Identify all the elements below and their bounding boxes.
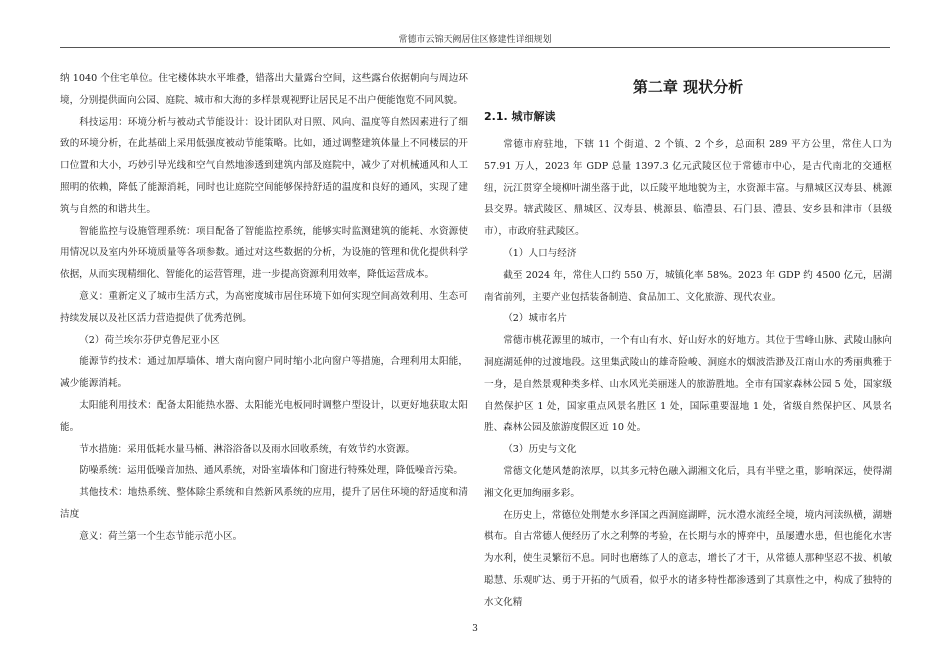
- subheading: （2）荷兰埃尔芬伊克鲁尼亚小区: [79, 334, 220, 346]
- left-column: [60, 68, 468, 548]
- body-paragraph: 科技运用：环境分析与被动式节能设计：设计团队对日照、风向、温度等自然因素进行了细致的环境分析，在此基础上采用低强度被动节能策略。比如，通过调整建筑体量上不同楼层的开 口位置和大小，巧妙引导光线和空气自然地渗透到建筑内部及庭院中，减少了对机械通风和人工照明的依赖，降低了能源消耗，同时也让庭院空间能够保持舒适的温度和良好的通风，实现了建筑与自然的和谐共生。: [60, 116, 468, 215]
- body-paragraph: 意义：重新定义了城市生活方式，为高密度城市居住环境下如何实现空间高效利用、生态可持续发展以及社区活力营造提供了优秀范例。: [60, 290, 468, 324]
- body-paragraph: 能源节约技术：通过加厚墙体、增大南向窗户同时缩小北向窗户等措施，合理利用太阳能，减少能源消耗。: [60, 356, 468, 390]
- header-rule: [60, 47, 890, 48]
- body-paragraph: 防噪系统：运用低噪音加热、通风系统，对卧室墙体和门窗进行特殊处理，降低噪音污染。: [79, 465, 463, 477]
- body-paragraph: 截至 2024 年，常住人口约 550 万，城镇化率 58%。2023 年 GDP 约 4500 亿元，居湖南省前列，主要产业包括装备制造、食品加工、文化旅游、现代农业。: [484, 269, 892, 303]
- body-paragraph: 常德市府驻地，下辖 11 个街道、2 个镇、2 个乡，总面积 289 平方公里，常住人口为 57.91 万人，2023 年 GDP 总量 1397.3 亿元武陵区位于常德市中心，是古代南北的交通枢纽，沅江贯穿全境柳叶湖坐落于此，以丘陵平地地貌为主，水资源丰富。与鼎城区汉寿县、桃源县交界。辖武陵区、鼎城区、汉寿县、桃源县、临澧县、石门县、澧县、安乡县和津市（县级市），市政府驻武陵区。: [484, 139, 892, 238]
- subheading: （1）人口与经济: [503, 247, 577, 259]
- right-column: [484, 68, 892, 614]
- section-title: 2.1. 城市解读: [484, 110, 556, 123]
- body-paragraph: 意义：荷兰第一个生态节能示范小区。: [79, 530, 243, 542]
- body-paragraph: 常德市桃花源里的城市，一个有山有水、好山好水的好地方。其位于雪峰山脉、武陵山脉向洞庭湖延伸的过渡地段。这里集武陵山的雄奇险峻、洞庭水的烟波浩渺及江南山水的秀丽典雅于一身，是自然景观种类多样、山水风光美丽迷人的旅游胜地。全市有国家森林公园 5 处，国家级自然保护区 1 处，国家重点风景名胜区 1 处，国际重要湿地 1 处，省级自然保护区、风景名胜、森林公园及旅游度假区近 10 处。: [484, 335, 892, 434]
- running-header-title: 常德市云锦天阙居住区修建性详细规划: [398, 35, 552, 45]
- body-paragraph: 常德文化楚风楚韵浓厚，以其多元特色融入湖湘文化后，具有半壁之重，影响深远，使得湖湘文化更加绚丽多彩。: [484, 465, 892, 499]
- body-paragraph: 纳 1040 个住宅单位。住宅楼体块水平堆叠，错落出大量露台空间，这些露台依据朝向与周边环境，分别提供面向公园、庭院、城市和大海的多样景观视野让居民足不出户便能饱览不同风貌。: [60, 73, 468, 106]
- body-paragraph: 太阳能利用技术：配备太阳能热水器、太阳能光电板同时调整户型设计，以更好地获取太阳能。: [60, 399, 468, 433]
- body-paragraph: 节水措施：采用低耗水量马桶、淋浴浴备以及雨水回收系统，有效节约水资源。: [79, 443, 415, 455]
- body-paragraph: 在历史上，常德位处荆楚水乡泽国之西洞庭湖畔，沅水澧水流经全境，境内河渎纵横，湖塘棋布。自古常德人便经历了水之利弊的考验，在长期与水的博弈中，虽屡遭水患，但也能化水害为水利，使生灵繁衍不息。同时也磨练了人的意志，增长了才干，从常德人那种坚忍不拔、机敏聪慧、乐观旷达、勇于开拓的气质看，似乎水的诸多特性都渗透到了其禀性之中，构成了独特的水文化精: [484, 509, 892, 608]
- page-number: 3: [472, 624, 478, 634]
- body-paragraph: 智能监控与设施管理系统：项目配备了智能监控系统，能够实时监测建筑的能耗、水资源使用情况以及室内外环境质量等各项参数。通过对这些数据的分析，为设施的管理和优化提供科学依据，从而实现精细化、智能化的运营管理，进一步提高资源利用效率，降低运营成本。: [60, 225, 468, 281]
- chapter-title: 第二章 现状分析: [632, 78, 744, 96]
- subheading: （2）城市名片: [503, 313, 567, 325]
- body-paragraph: 其他技术：地热系统、整体除尘系统和自然新风系统的应用，提升了居住环境的舒适度和清洁度: [60, 487, 468, 520]
- subheading: （3）历史与文化: [503, 444, 577, 456]
